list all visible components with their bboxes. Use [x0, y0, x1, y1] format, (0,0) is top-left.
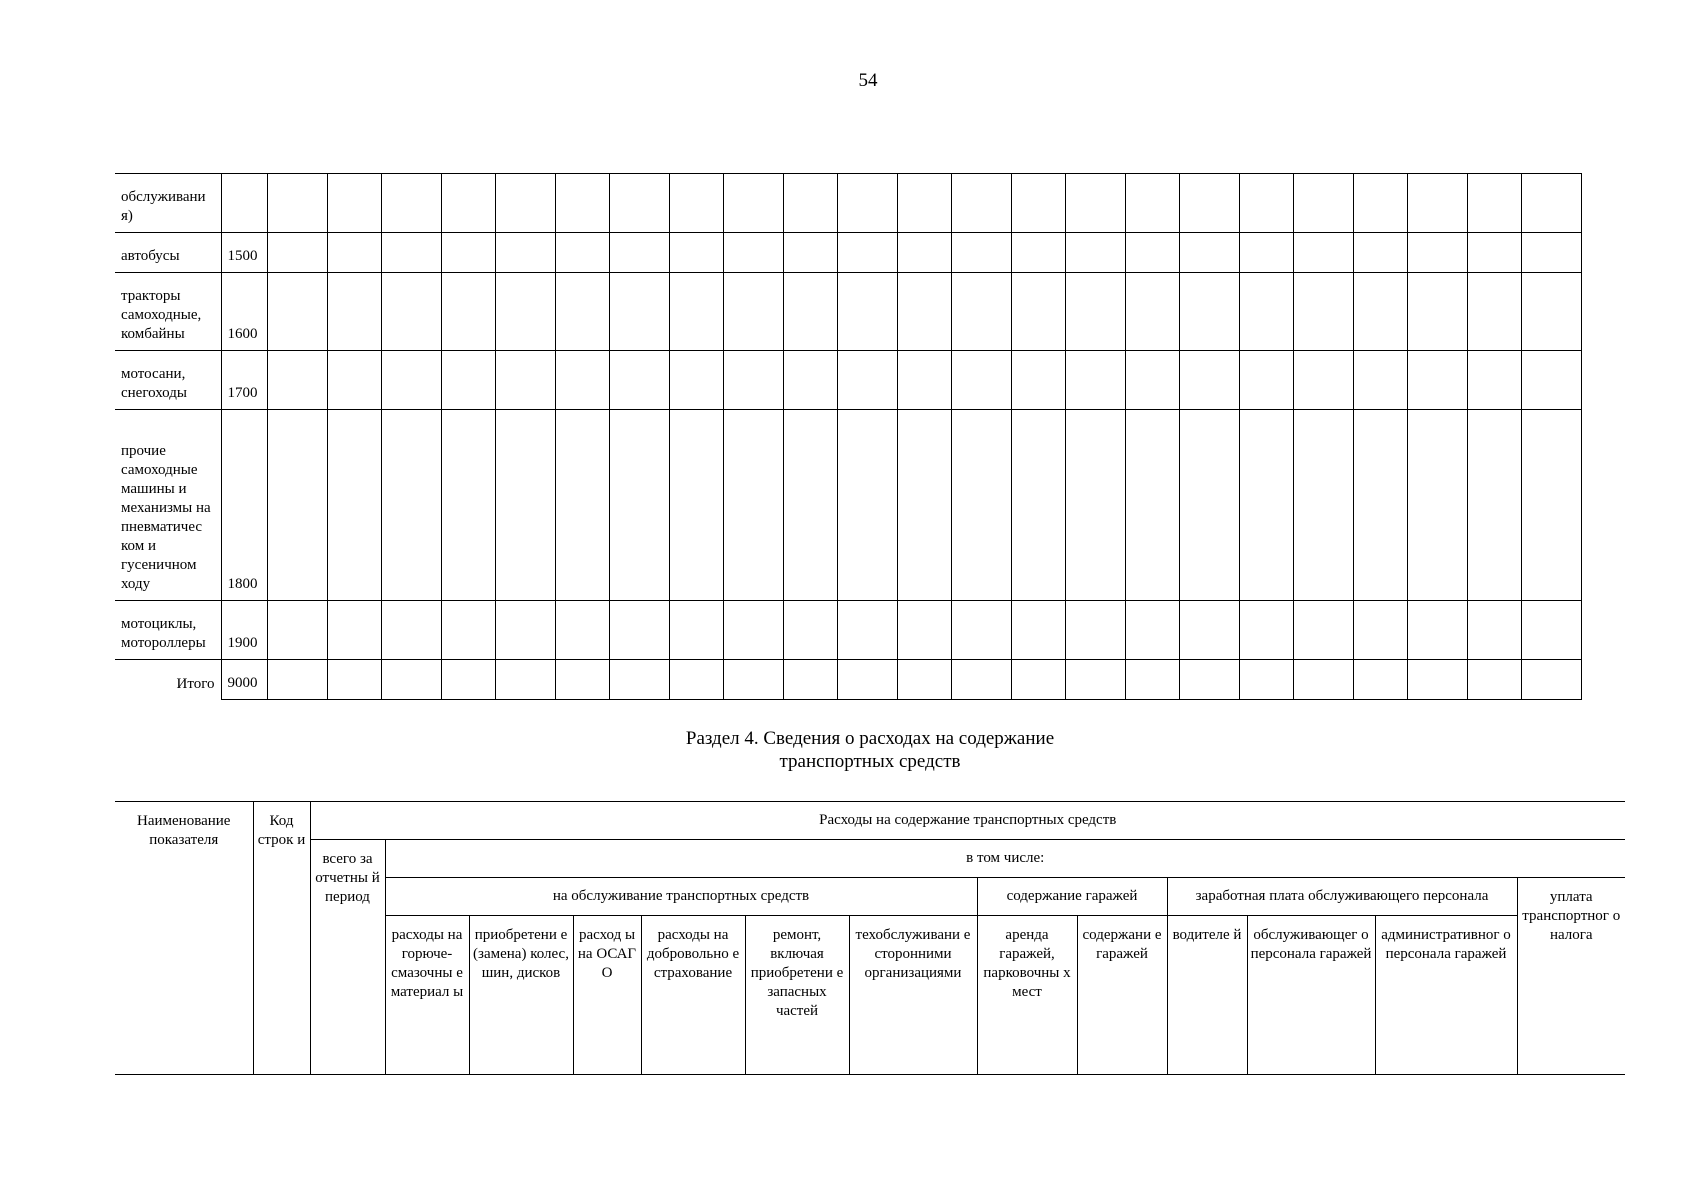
empty-cell: [1065, 273, 1125, 351]
section-title-line2: транспортных средств: [779, 751, 961, 772]
empty-cell: [1353, 601, 1407, 660]
empty-cell: [951, 410, 1011, 601]
empty-cell: [1125, 233, 1179, 273]
empty-cell: [1239, 601, 1293, 660]
empty-cell: [951, 233, 1011, 273]
empty-cell: [495, 233, 555, 273]
col-voluntary-insurance: расходы на добровольно е страхование: [641, 916, 745, 1075]
empty-cell: [1467, 273, 1521, 351]
empty-cell: [609, 174, 669, 233]
empty-cell: [1353, 273, 1407, 351]
col-drivers: водителе й: [1167, 916, 1247, 1075]
empty-cell: [837, 233, 897, 273]
col-fuel: расходы на горюче-смазочны е материал ы: [385, 916, 469, 1075]
empty-cell: [1293, 233, 1353, 273]
empty-cell: [441, 233, 495, 273]
empty-cell: [1239, 351, 1293, 410]
col-wheels: приобретени е (замена) колес, шин, дисков: [469, 916, 573, 1075]
empty-cell: [1065, 233, 1125, 273]
empty-cell: [1065, 660, 1125, 700]
empty-cell: [327, 351, 381, 410]
empty-cell: [1065, 174, 1125, 233]
empty-cell: [1125, 601, 1179, 660]
empty-cell: [1467, 410, 1521, 601]
empty-cell: [267, 174, 327, 233]
table-row: [115, 660, 1581, 700]
empty-cell: [1239, 660, 1293, 700]
empty-cell: [381, 601, 441, 660]
empty-cell: [1407, 660, 1467, 700]
row-code: [221, 174, 267, 233]
empty-cell: [1011, 273, 1065, 351]
empty-cell: [837, 410, 897, 601]
col-line-code: Код строк и: [253, 802, 310, 1075]
empty-cell: [609, 273, 669, 351]
empty-cell: [897, 233, 951, 273]
empty-cell: [441, 601, 495, 660]
row-name: мотоциклы, мотороллеры: [115, 601, 221, 660]
table-row: [115, 174, 1581, 233]
empty-cell: [609, 233, 669, 273]
empty-cell: [1293, 174, 1353, 233]
row-code: 1600: [221, 273, 267, 351]
empty-cell: [1179, 351, 1239, 410]
empty-cell: [951, 660, 1011, 700]
empty-cell: [327, 601, 381, 660]
row-code: 1700: [221, 351, 267, 410]
col-garage-staff: обслуживающег о персонала гаражей: [1247, 916, 1375, 1075]
table-row: [115, 351, 1581, 410]
empty-cell: [267, 660, 327, 700]
empty-cell: [1239, 273, 1293, 351]
empty-cell: [1179, 233, 1239, 273]
empty-cell: [837, 601, 897, 660]
empty-cell: [1239, 233, 1293, 273]
empty-cell: [723, 660, 783, 700]
empty-cell: [1011, 174, 1065, 233]
empty-cell: [1467, 233, 1521, 273]
col-garage-rent: аренда гаражей, парковочны х мест: [977, 916, 1077, 1075]
empty-cell: [609, 351, 669, 410]
empty-cell: [837, 273, 897, 351]
empty-cell: [783, 351, 837, 410]
empty-cell: [495, 660, 555, 700]
empty-cell: [441, 660, 495, 700]
empty-cell: [1353, 660, 1407, 700]
empty-cell: [1179, 660, 1239, 700]
row-code: 1500: [221, 233, 267, 273]
empty-cell: [381, 351, 441, 410]
empty-cell: [1239, 174, 1293, 233]
empty-cell: [381, 410, 441, 601]
empty-cell: [1353, 174, 1407, 233]
empty-cell: [555, 351, 609, 410]
empty-cell: [1239, 410, 1293, 601]
empty-cell: [327, 273, 381, 351]
empty-cell: [555, 174, 609, 233]
empty-cell: [381, 174, 441, 233]
empty-cell: [441, 273, 495, 351]
row-code: 9000: [221, 660, 267, 700]
table-row: [115, 601, 1581, 660]
empty-cell: [897, 660, 951, 700]
col-expenses: Расходы на содержание транспортных средств: [310, 802, 1625, 840]
empty-cell: [1293, 351, 1353, 410]
page-number: 54: [858, 70, 878, 91]
empty-cell: [723, 351, 783, 410]
empty-cell: [1467, 660, 1521, 700]
empty-cell: [1293, 601, 1353, 660]
empty-cell: [327, 233, 381, 273]
empty-cell: [267, 601, 327, 660]
empty-cell: [1467, 351, 1521, 410]
empty-cell: [951, 273, 1011, 351]
empty-cell: [1521, 233, 1581, 273]
table-row: [115, 410, 1581, 601]
empty-cell: [267, 233, 327, 273]
empty-cell: [267, 273, 327, 351]
empty-cell: [783, 410, 837, 601]
empty-cell: [897, 273, 951, 351]
empty-cell: [669, 233, 723, 273]
empty-cell: [723, 233, 783, 273]
empty-cell: [555, 660, 609, 700]
empty-cell: [669, 660, 723, 700]
empty-cell: [267, 410, 327, 601]
empty-cell: [1065, 351, 1125, 410]
empty-cell: [441, 351, 495, 410]
table-row: [115, 233, 1581, 273]
empty-cell: [951, 601, 1011, 660]
empty-cell: [1353, 410, 1407, 601]
empty-cell: [951, 174, 1011, 233]
empty-cell: [495, 601, 555, 660]
empty-cell: [555, 410, 609, 601]
empty-cell: [381, 660, 441, 700]
empty-cell: [723, 601, 783, 660]
empty-cell: [1065, 601, 1125, 660]
row-name: автобусы: [115, 233, 221, 273]
empty-cell: [1011, 351, 1065, 410]
empty-cell: [1011, 410, 1065, 601]
row-name: тракторы самоходные, комбайны: [115, 273, 221, 351]
empty-cell: [1467, 174, 1521, 233]
col-garage-upkeep: содержани е гаражей: [1077, 916, 1167, 1075]
empty-cell: [837, 174, 897, 233]
empty-cell: [1521, 601, 1581, 660]
empty-cell: [1521, 273, 1581, 351]
col-repair: ремонт, включая приобретени е запасных частей: [745, 916, 849, 1075]
empty-cell: [1407, 601, 1467, 660]
empty-cell: [1065, 410, 1125, 601]
row-name: обслуживани я): [115, 174, 221, 233]
col-osago: расход ы на ОСАГ О: [573, 916, 641, 1075]
col-including: в том числе:: [385, 840, 1625, 878]
row-name: Итого: [115, 660, 221, 700]
empty-cell: [1407, 410, 1467, 601]
empty-cell: [783, 273, 837, 351]
empty-cell: [267, 351, 327, 410]
row-code: 1900: [221, 601, 267, 660]
empty-cell: [1521, 660, 1581, 700]
empty-cell: [1011, 233, 1065, 273]
col-admin-staff: административног о персонала гаражей: [1375, 916, 1517, 1075]
empty-cell: [897, 601, 951, 660]
empty-cell: [723, 174, 783, 233]
empty-cell: [783, 601, 837, 660]
empty-cell: [1125, 351, 1179, 410]
empty-cell: [495, 273, 555, 351]
empty-cell: [669, 601, 723, 660]
empty-cell: [1521, 410, 1581, 601]
empty-cell: [837, 351, 897, 410]
empty-cell: [555, 601, 609, 660]
table-row: [115, 273, 1581, 351]
empty-cell: [1407, 174, 1467, 233]
empty-cell: [495, 351, 555, 410]
empty-cell: [1179, 174, 1239, 233]
empty-cell: [669, 351, 723, 410]
empty-cell: [897, 351, 951, 410]
empty-cell: [495, 174, 555, 233]
group-garages: содержание гаражей: [977, 878, 1167, 916]
empty-cell: [1521, 174, 1581, 233]
empty-cell: [327, 660, 381, 700]
empty-cell: [723, 410, 783, 601]
empty-cell: [783, 660, 837, 700]
row-name: прочие самоходные машины и механизмы на пневматичес ком и гусеничном ходу: [115, 410, 221, 601]
section-title-line1: Раздел 4. Сведения о расходах на содержание: [685, 728, 1055, 749]
empty-cell: [897, 174, 951, 233]
row-name: мотосани, снегоходы: [115, 351, 221, 410]
empty-cell: [441, 174, 495, 233]
group-vehicle-service: на обслуживание транспортных средств: [385, 878, 977, 916]
empty-cell: [1011, 660, 1065, 700]
empty-cell: [495, 410, 555, 601]
empty-cell: [669, 410, 723, 601]
group-salary: заработная плата обслуживающего персонала: [1167, 878, 1517, 916]
empty-cell: [783, 174, 837, 233]
empty-cell: [669, 273, 723, 351]
empty-cell: [1407, 233, 1467, 273]
empty-cell: [1353, 233, 1407, 273]
col-maintenance: техобслуживани е сторонними организациями: [849, 916, 977, 1075]
empty-cell: [1293, 273, 1353, 351]
empty-cell: [1293, 410, 1353, 601]
empty-cell: [1125, 410, 1179, 601]
empty-cell: [723, 273, 783, 351]
empty-cell: [1179, 601, 1239, 660]
empty-cell: [441, 410, 495, 601]
col-indicator-name: Наименование показателя: [115, 802, 253, 1075]
empty-cell: [1467, 601, 1521, 660]
empty-cell: [555, 273, 609, 351]
empty-cell: [609, 601, 669, 660]
empty-cell: [837, 660, 897, 700]
row-code: 1800: [221, 410, 267, 601]
empty-cell: [897, 410, 951, 601]
empty-cell: [381, 233, 441, 273]
empty-cell: [1521, 351, 1581, 410]
empty-cell: [1179, 273, 1239, 351]
empty-cell: [1293, 660, 1353, 700]
empty-cell: [1353, 351, 1407, 410]
empty-cell: [1407, 351, 1467, 410]
empty-cell: [1011, 601, 1065, 660]
empty-cell: [327, 174, 381, 233]
empty-cell: [1125, 660, 1179, 700]
col-transport-tax: уплата транспортног о налога: [1517, 878, 1625, 1075]
empty-cell: [555, 233, 609, 273]
empty-cell: [609, 660, 669, 700]
empty-cell: [783, 233, 837, 273]
empty-cell: [1125, 273, 1179, 351]
section-title: [560, 727, 1180, 773]
empty-cell: [951, 351, 1011, 410]
empty-cell: [381, 273, 441, 351]
empty-cell: [1125, 174, 1179, 233]
empty-cell: [327, 410, 381, 601]
empty-cell: [1179, 410, 1239, 601]
expenses-header-table: [115, 801, 1625, 1075]
upper-table: [115, 173, 1582, 700]
empty-cell: [669, 174, 723, 233]
empty-cell: [609, 410, 669, 601]
empty-cell: [1407, 273, 1467, 351]
col-total-period: всего за отчетны й период: [310, 840, 385, 1075]
